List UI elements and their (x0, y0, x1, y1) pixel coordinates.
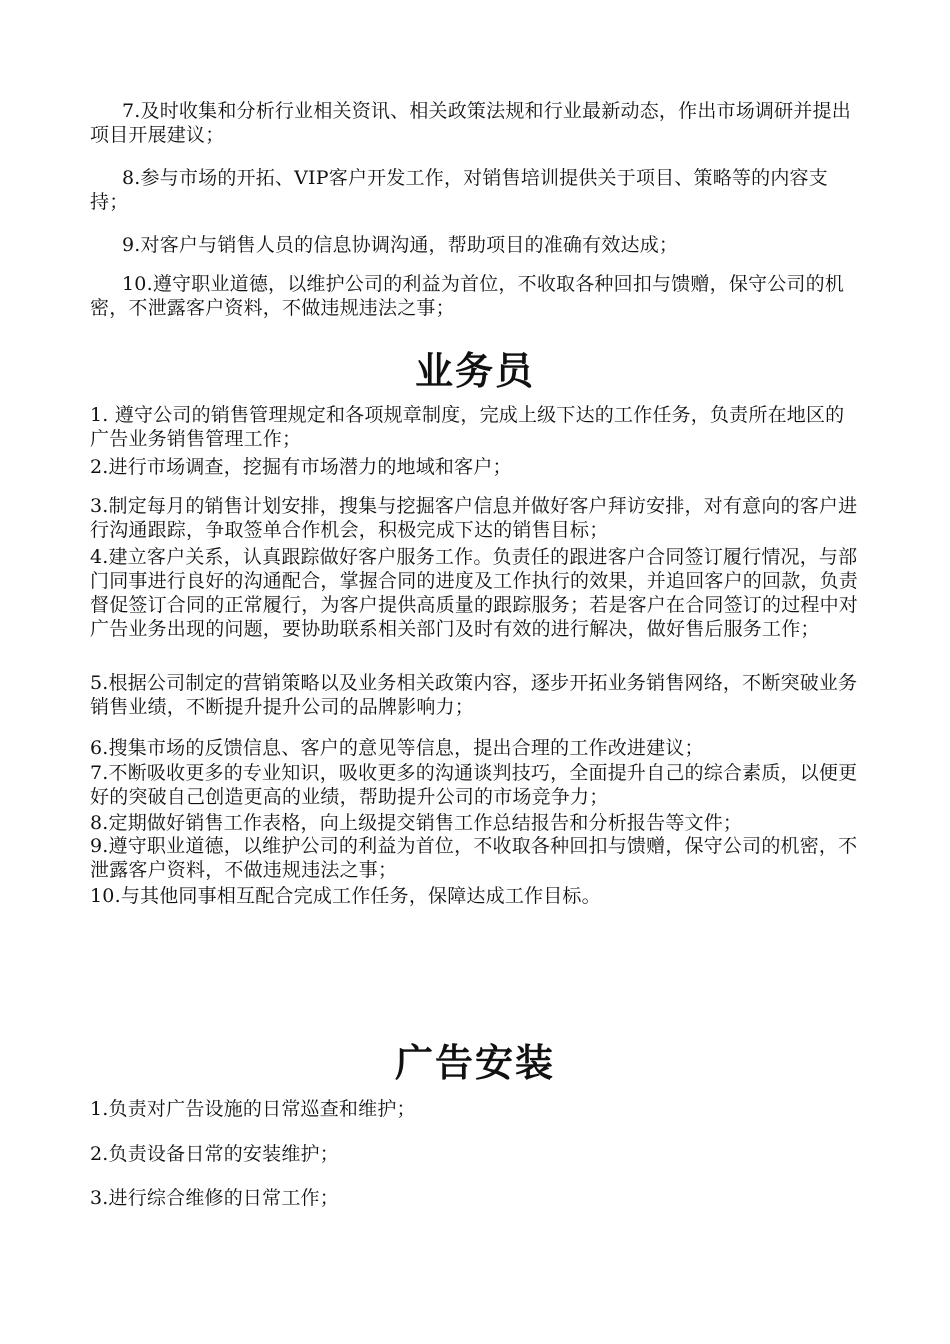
salesperson-item-9: 9.遵守职业道德，以维护公司的利益为首位，不收取各种回扣与馈赠，保守公司的机密，不泄露客户资料，不做违规违法之事； (90, 835, 858, 881)
installation-item-2: 2.负责设备日常的安装维护； (90, 1143, 339, 1165)
salesperson-item-7: 7.不断吸收更多的专业知识，吸收更多的沟通谈判技巧，全面提升自己的综合素质，以便更好的突破自己创造更高的业绩，帮助提升公司的市场竞争力； (90, 762, 858, 808)
installation-item-3: 3.进行综合维修的日常工作； (90, 1187, 339, 1209)
duty-item-9: 9.对客户与销售人员的信息协调沟通，帮助项目的准确有效达成； (122, 234, 679, 256)
salesperson-item-4: 4.建立客户关系，认真跟踪做好客户服务工作。负责任的跟进客户合同签订履行情况，与部门同事进行良好的沟通配合，掌握合同的进度及工作执行的效果，并追回客户的回款，负责督促签订合同的正常履行，为客户提供高质量的跟踪服务；若是客户在合同签订的过程中对广告业务出现的问题，要协助联系相关部门及时有效的进行解决，做好售后服务工作； (90, 546, 859, 640)
salesperson-item-2: 2.进行市场调查，挖掘有市场潜力的地域和客户； (90, 456, 512, 478)
section-heading-ad-installation: 广告安装 (394, 1040, 555, 1085)
salesperson-item-8: 8.定期做好销售工作表格，向上级提交销售工作总结报告和分析报告等文件； (90, 812, 743, 834)
duty-item-10: 10.遵守职业道德，以维护公司的利益为首位，不收取各种回扣与馈赠，保守公司的机密，不泄露客户资料，不做违规违法之事； (90, 273, 845, 319)
salesperson-item-10: 10.与其他同事相互配合完成工作任务，保障达成工作目标。 (90, 885, 601, 907)
installation-item-1: 1.负责对广告设施的日常巡查和维护； (90, 1098, 416, 1120)
salesperson-item-6: 6.搜集市场的反馈信息、客户的意见等信息，提出合理的工作改进建议； (90, 737, 704, 759)
duty-item-8: 8.参与市场的开拓、VIP客户开发工作，对销售培训提供关于项目、策略等的内容支持； (90, 167, 828, 213)
salesperson-item-1: 1. 遵守公司的销售管理规定和各项规章制度，完成上级下达的工作任务，负责所在地区的广告业务销售管理工作； (90, 404, 845, 450)
salesperson-item-3: 3.制定每月的销售计划安排，搜集与挖掘客户信息并做好客户拜访安排，对有意向的客户进行沟通跟踪，争取签单合作机会，积极完成下达的销售目标； (90, 495, 858, 541)
duty-item-7: 7.及时收集和分析行业相关资讯、相关政策法规和行业最新动态，作出市场调研并提出项目开展建议； (90, 100, 851, 146)
section-heading-salesperson: 业务员 (414, 348, 535, 393)
salesperson-item-5: 5.根据公司制定的营销策略以及业务相关政策内容，逐步开拓业务销售网络，不断突破业务销售业绩，不断提升提升公司的品牌影响力； (90, 672, 858, 718)
